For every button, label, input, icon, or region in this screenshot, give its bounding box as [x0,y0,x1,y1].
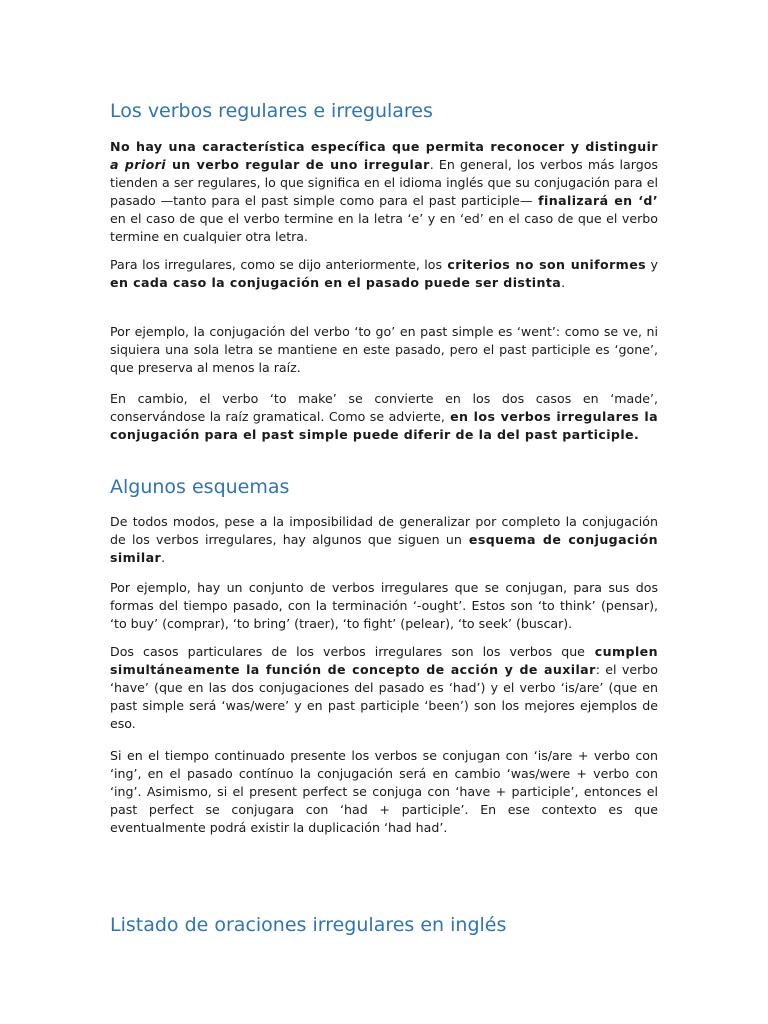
body-text: : el verbo ‘have’ (que en las dos conjugaciones del pasado es ‘had’) y el verbo ‘is/are’ (que en past simple será ‘was/were’ y en past participle ‘been’) son los mejores ejemplos de eso. [110,662,658,731]
body-text: en el caso de que el verbo termine en la letra ‘e’ y en ‘ed’ en el caso de que el verbo termine en cualquier otra letra. [110,211,658,244]
bold-italic-text [110,157,166,172]
body-text: y [646,257,658,272]
paragraph-5 [110,513,658,567]
bold-text: en cada caso la conjugación en el pasado puede ser distinta [110,275,562,290]
bold-text: finalizará en ‘d’ [532,193,658,208]
bold-text: esquema de conjugación similar [110,532,659,565]
bold-text: No hay una característica específica que permita reconocer y distinguir [110,139,658,154]
bold-text: en los verbos irregulares la conjugación para el past simple puede diferir de la del past participle. [110,409,658,442]
body-text: Para los irregulares, como se dijo anteriormente, los [110,257,443,272]
paragraph-7 [110,643,658,733]
paragraph-1 [110,138,658,246]
italic-text: a priori [110,157,166,172]
paragraph-2 [110,256,658,292]
section-heading-listado: Listado de oraciones irregulares en inglés [110,914,507,936]
body-text: . [561,275,566,290]
paragraph-4 [110,390,658,444]
body-text: . [161,550,166,565]
bold-text: criterios no son uniformes [442,257,647,272]
paragraph-6: Por ejemplo, hay un conjunto de verbos irregulares que se conjugan, para sus dos formas del tiempo pasado, con la terminación ‘-ought’. Estos son ‘to think’ (pensar), ‘to buy’ (comprar), ‘to bring’ (traer), ‘to fight’ (pelear), ‘to seek’ (buscar). [110,580,658,631]
section-heading-esquemas: Algunos esquemas [110,476,290,498]
bold-text: un verbo regular de uno irregular [165,157,430,172]
body-text: Dos casos particulares de los verbos irregulares son los verbos que [110,644,585,659]
bold-text: cumplen simultáneamente la función de concepto de acción y de auxilar [110,644,658,677]
body-text: . En general, los verbos más largos tienden a ser regulares, lo que significa en el idioma inglés que su conjugación para el pasado —tanto para el past simple como para el past participle— [110,157,658,208]
paragraph-8: Si en el tiempo continuado presente los verbos se conjugan con ‘is/are + verbo con ‘ing’, en el pasado contínuo la conjugación será en cambio ‘was/were + verbo con ‘ing’. Asimismo, si el present perfect se conjuga con ‘have + participle’, entonces el past perfect se conjugara con ‘had + participle’. En ese contexto es que eventualmente podrá existir la duplicación ‘had had’. [110,748,658,835]
paragraph-3: Por ejemplo, la conjugación del verbo ‘to go’ en past simple es ‘went’: como se ve, ni siquiera una sola letra se mantiene en este pasado, pero el past participle es ‘gone’, que preserva al menos la raíz. [110,324,658,375]
body-text: En cambio, el verbo ‘to make’ se convierte en los dos casos en ‘made’, conservándose la raíz gramatical. Como se advierte, [110,391,658,424]
body-text: De todos modos, pese a la imposibilidad de generalizar por completo la conjugación de los verbos irregulares, hay algunos que siguen un [110,514,658,547]
section-heading-verbos: Los verbos regulares e irregulares [110,100,433,122]
